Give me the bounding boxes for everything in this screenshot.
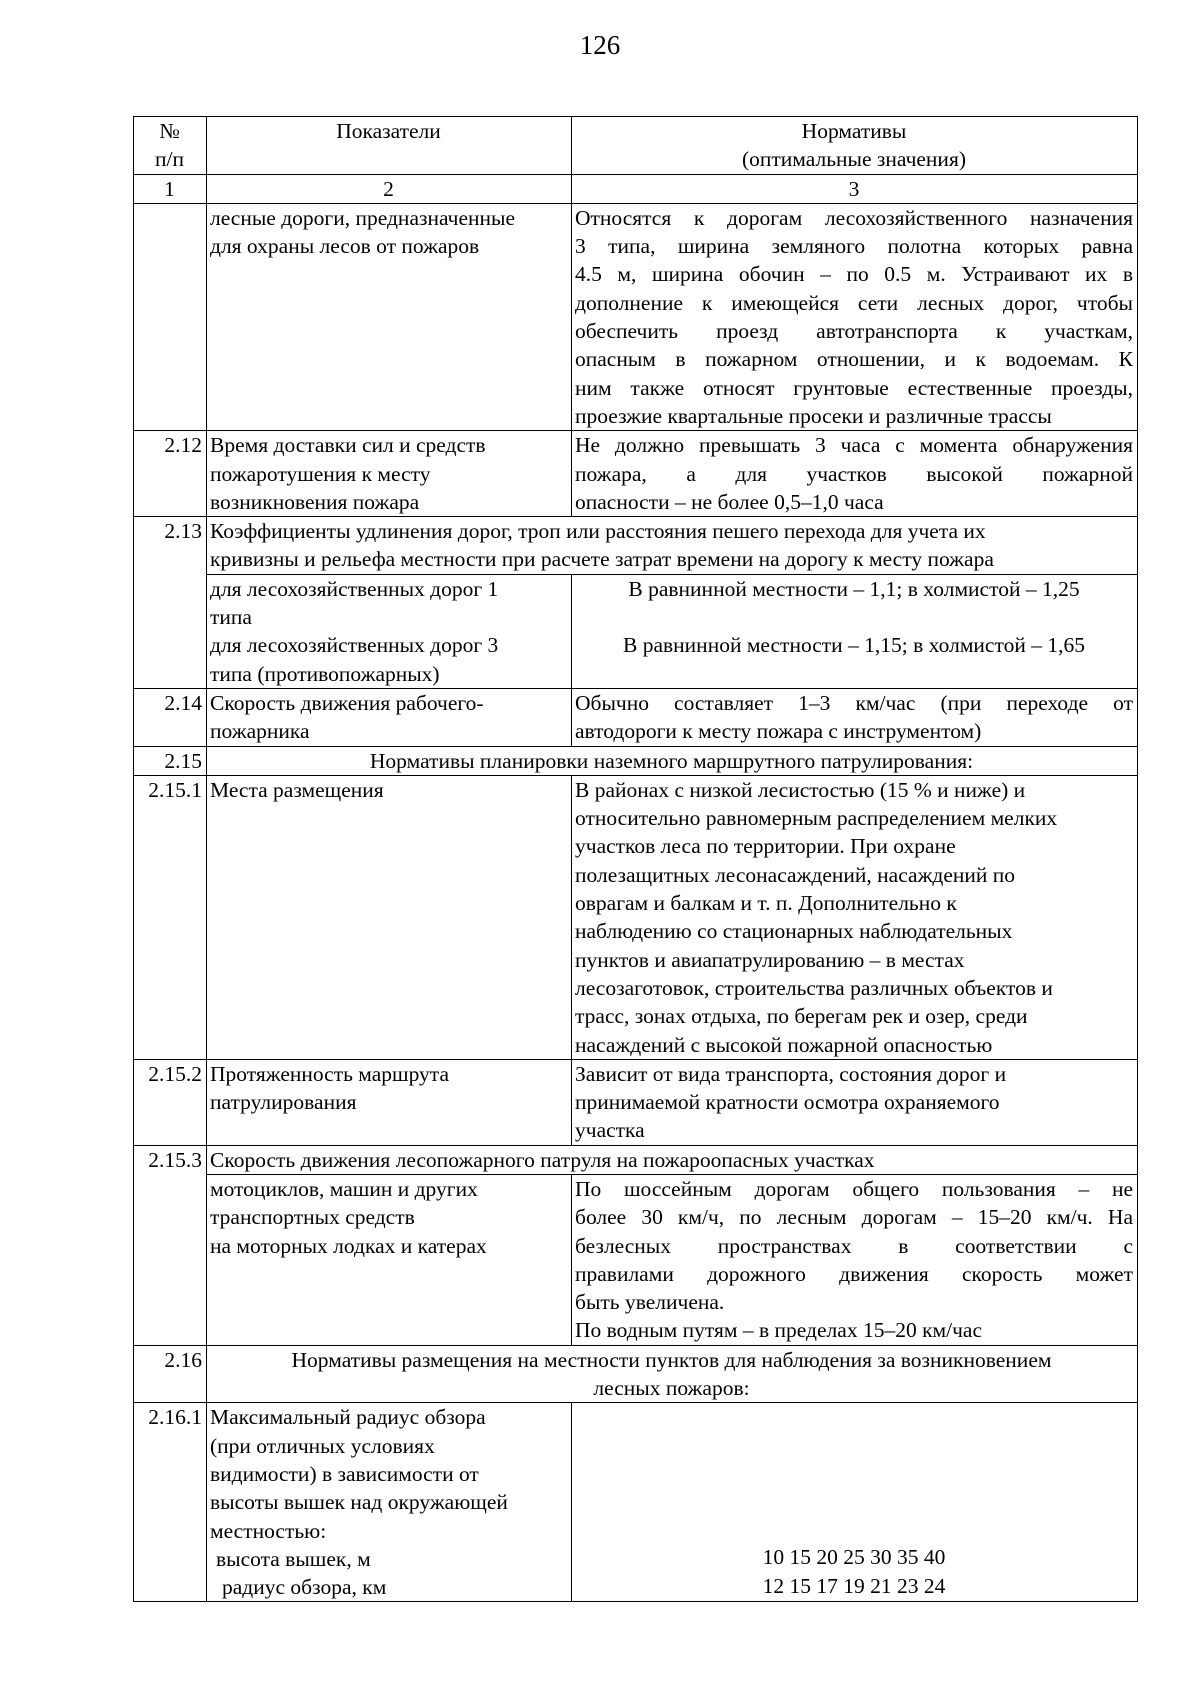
row-norm: Не должно превышать 3 часа с момента обнаружения пожара, а для участков высокой пожарной опасности – не более 0,5–1,0 часа [572, 431, 1138, 517]
row-number: 2.16.1 [134, 1403, 207, 1602]
column-index: 2 [207, 174, 572, 203]
row-number: 2.12 [134, 431, 207, 517]
table-row [134, 1345, 1138, 1403]
row-section-title: Нормативы размещения на местности пунктов для наблюдения за возникновением лесных пожаров: [207, 1345, 1138, 1403]
row-norm [572, 1403, 1138, 1602]
row-indicator: Максимальный радиус обзора (при отличных условиях видимости) в зависимости от высоты вышек над окружающей местностью: высота вышек, м радиус обзора, км [207, 1403, 572, 1602]
table-row [134, 775, 1138, 1059]
row-indicator: Скорость движения рабочего- пожарника [207, 688, 572, 746]
row-number: 2.16 [134, 1345, 207, 1403]
header-indicators: Показатели [207, 117, 572, 175]
table-row [134, 431, 1138, 517]
norms-table [133, 116, 1138, 1602]
page-number: 126 [579, 30, 621, 60]
column-index: 1 [134, 174, 207, 203]
row-number: 2.15 [134, 746, 207, 775]
row-number: 2.15.2 [134, 1059, 207, 1145]
table-row [134, 203, 1138, 430]
row-norm: Зависит от вида транспорта, состояния дорог и принимаемой кратности осмотра охраняемого участка [572, 1059, 1138, 1145]
row-number: 2.13 [134, 517, 207, 689]
row-indicator: мотоциклов, машин и других транспортных средств на моторных лодках и катерах [207, 1174, 572, 1345]
row-norm: Обычно составляет 1–3 км/час (при переходе от автодороги к месту пожара с инструментом) [572, 688, 1138, 746]
row-number: 2.15.1 [134, 775, 207, 1059]
column-index: 3 [572, 174, 1138, 203]
header-norms: Нормативы (оптимальные значения) [572, 117, 1138, 175]
table-row [134, 1059, 1138, 1145]
row-indicator: Время доставки сил и средств пожаротушения к месту возникновения пожара [207, 431, 572, 517]
table-row [134, 746, 1138, 775]
tower-heights: 10 15 20 25 30 35 40 [762, 1545, 946, 1570]
row-indicator: Протяженность маршрута патрулирования [207, 1059, 572, 1145]
row-norm: В равнинной местности – 1,1; в холмистой – 1,25 В равнинной местности – 1,15; в холмистой – 1,65 [572, 574, 1138, 688]
column-index-row [134, 174, 1138, 203]
row-norm: Относятся к дорогам лесохозяйственного назначения 3 типа, ширина земляного полотна которых равна 4.5 м, ширина обочин – по 0.5 м. Устраивают их в дополнение к имеющейся сети лесных дорог, чтобы обеспечить проезд автотранспорта к участкам, опасным в пожарном отношении, и к водоемам. К ним также относят грунтовые естественные проезды, проезжие квартальные просеки и различные трассы [572, 203, 1138, 430]
row-norm: В районах с низкой лесистостью (15 % и ниже) и относительно равномерным распределением мелких участков леса по территории. При охране полезащитных лесонасаждений, насаждений по оврагам и балкам и т. п. Дополнительно к наблюдению со стационарных наблюдательных пунктов и авиапатрулированию – в местах лесозаготовок, строительства различных объектов и трасс, зонах отдыха, по берегам рек и озер, среди насаждений с высокой пожарной опасностью [572, 775, 1138, 1059]
table-row [134, 574, 1138, 688]
row-indicator: для лесохозяйственных дорог 1 типа для лесохозяйственных дорог 3 типа (противопожарных) [207, 574, 572, 688]
row-number: 2.15.3 [134, 1145, 207, 1345]
header-number: № п/п [134, 117, 207, 175]
view-radius-label: радиус обзора, км [222, 1575, 387, 1600]
view-radii: 12 15 17 19 21 23 24 [762, 1573, 946, 1598]
row-number: 2.14 [134, 688, 207, 746]
table-row [134, 1145, 1138, 1174]
row-section-title: Скорость движения лесопожарного патруля на пожароопасных участках [207, 1145, 1138, 1174]
table-row [134, 688, 1138, 746]
row-number [134, 203, 207, 430]
table-row [134, 1403, 1138, 1602]
table-row [134, 1174, 1138, 1345]
tower-height-label: высота вышек, м [216, 1546, 371, 1571]
table-header-row [134, 117, 1138, 175]
table-row [134, 517, 1138, 575]
row-section-title: Коэффициенты удлинения дорог, троп или расстояния пешего перехода для учета их кривизны и рельефа местности при расчете затрат времени на дорогу к месту пожара [207, 517, 1138, 575]
row-norm: По шоссейным дорогам общего пользования – не более 30 км/ч, по лесным дорогам – 15–20 км/ч. На безлесных пространствах в соответствии с правилами дорожного движения скорость может быть увеличена. По водным путям – в пределах 15–20 км/час [572, 1174, 1138, 1345]
row-indicator: лесные дороги, предназначенные для охраны лесов от пожаров [207, 203, 572, 430]
row-indicator: Места размещения [207, 775, 572, 1059]
row-section-title: Нормативы планировки наземного маршрутного патрулирования: [207, 746, 1138, 775]
